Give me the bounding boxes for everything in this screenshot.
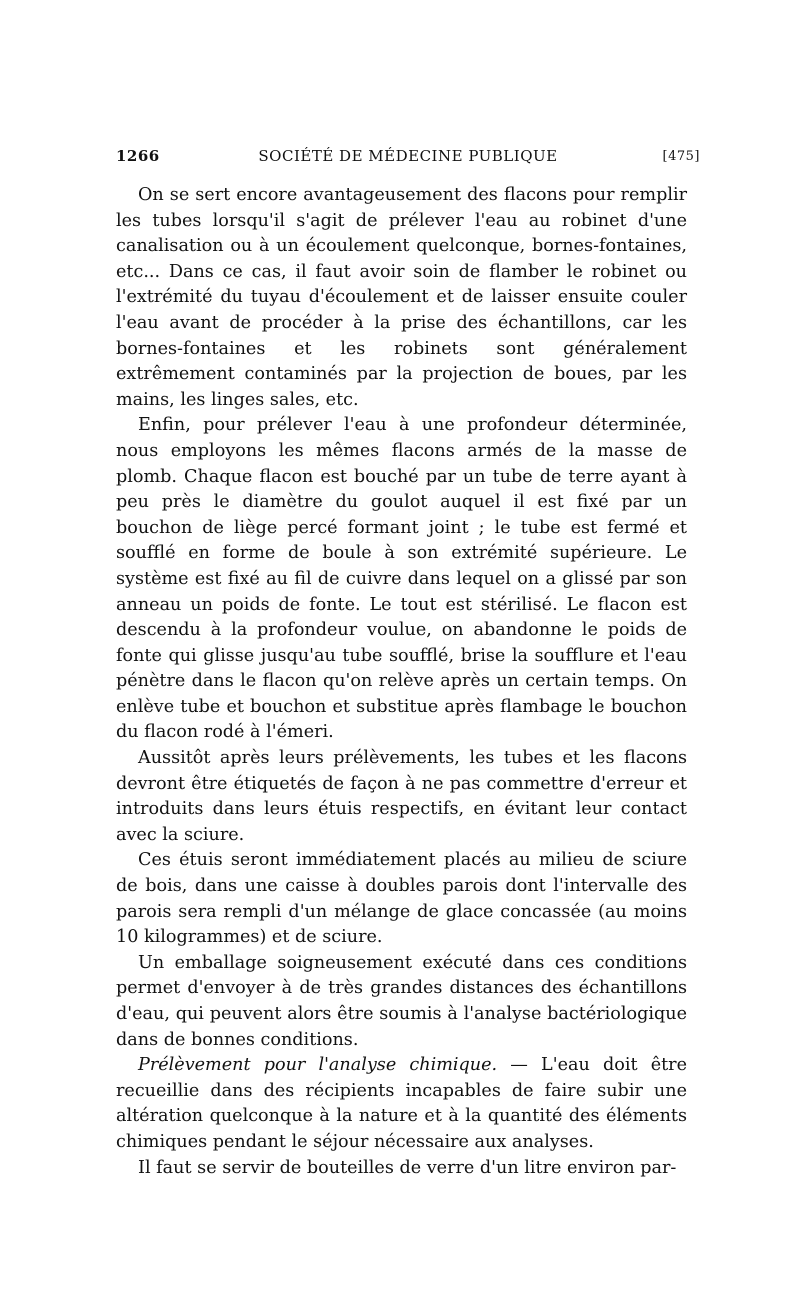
paragraph-labeling: Aussitôt après leurs prélèvements, les tubes et les flacons devront être étiquetés de façon à ne pas commettre d'erreur et introduits dans leurs étuis respectifs, en évitant leur contact avec la sciure. <box>116 748 687 845</box>
paragraph-shipping: Un emballage soigneusement exécuté dans ces conditions permet d'envoyer à de très grandes distances des échantillons d'eau, qui peuvent alors être soumis à l'analyse bactériologique dans de bonnes conditions. <box>116 952 687 1050</box>
paragraph-packing: Ces étuis seront immédiatement placés au milieu de sciure de bois, dans une caisse à doubles parois dont l'intervalle des parois sera rempli d'un mélange de glace concassée (au moins 10 kilogrammes) et de sciure. <box>116 850 687 948</box>
bracketed-page-number: [475] <box>662 149 700 164</box>
journal-title: SOCIÉTÉ DE MÉDECINE PUBLIQUE <box>258 147 558 165</box>
paragraph-bottles: Il faut se servir de bouteilles de verre d'un litre environ par- <box>138 1157 677 1178</box>
page-number: 1266 <box>116 147 160 165</box>
running-head <box>116 147 700 171</box>
paragraph-tap-sampling: On se sert encore avantageusement des flacons pour remplir les tubes lorsqu'il s'agit de prélever l'eau au robinet d'une canalisation ou à un écoulement quelconque, bornes-fontaines, etc... Dans ce cas, il faut avoir soin de flamber le robinet ou l'extrémité du tuyau d'écoulement et de laisser ensuite couler l'eau avant de procéder à la prise des échantillons, car les bornes-fontaines et les robinets sont généralement extrêmement contaminés par la projection de boues, par les mains, les linges sales, etc. <box>116 185 687 410</box>
paragraph-depth-sampling: Enfin, pour prélever l'eau à une profondeur déterminée, nous employons les mêmes flacons armés de la masse de plomb. Chaque flacon est bouché par un tube de terre ayant à peu près le diamètre du goulot auquel il est fixé par un bouchon de liège percé formant joint ; le tube est fermé et soufflé en forme de boule à son extrémité supérieure. Le système est fixé au fil de cuivre dans lequel on a glissé par son anneau un poids de fonte. Le tout est stérilisé. Le flacon est descendu à la profondeur voulue, on abandonne le poids de fonte qui glisse jusqu'au tube soufflé, brise la soufflure et l'eau pénètre dans le flacon qu'on relève après un certain temps. On enlève tube et bouchon et substitue après flambage le bouchon du flacon rodé à l'émeri. <box>116 415 687 743</box>
section-heading-italic: Prélèvement pour l'analyse chimique. <box>138 1055 498 1076</box>
body-text <box>116 183 687 1181</box>
paragraph-chemical-analysis <box>116 1053 687 1155</box>
paragraph-chemical-analysis-text: — L'eau doit être recueillie dans des récipients incapables de faire subir une altération quelconque à la nature et à la quantité des éléments chimiques pendant le séjour nécessaire aux analyses. <box>116 1055 687 1152</box>
